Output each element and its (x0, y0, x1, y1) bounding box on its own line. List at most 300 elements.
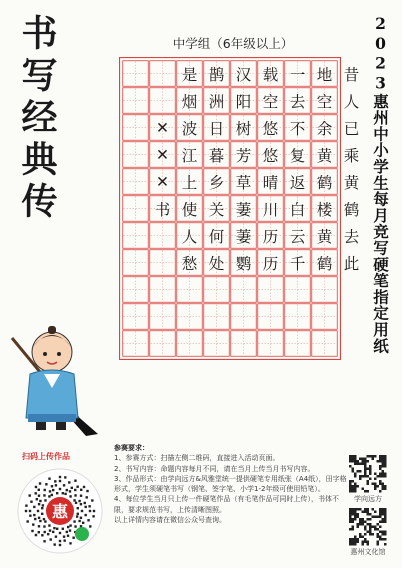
qr-module (357, 470, 360, 473)
grid-character: 载 (262, 65, 279, 84)
qr-module (369, 473, 372, 476)
qr-module (354, 511, 357, 514)
qr-module (89, 510, 91, 512)
qr-module (382, 475, 385, 478)
qr-module (372, 455, 375, 458)
qr-module (37, 510, 39, 512)
qr-module (382, 483, 385, 486)
qr-module (354, 473, 357, 476)
qr-module (364, 538, 367, 541)
qr-module (63, 484, 65, 486)
qr-module (38, 503, 40, 505)
qr-module (354, 538, 357, 541)
qr-module (35, 492, 37, 494)
entry-requirements (114, 443, 348, 525)
grid-character: 余 (316, 119, 333, 138)
qr-module (382, 470, 385, 473)
qr-module (50, 538, 52, 540)
grid-character: 晴 (262, 173, 279, 192)
qr-module (66, 531, 68, 533)
qr-module (29, 514, 31, 516)
qr-module (379, 526, 382, 529)
qr-module (69, 490, 71, 492)
grid-character: 空 (316, 92, 333, 111)
qr-module (47, 533, 49, 535)
qr-module (359, 523, 362, 526)
qr-module (379, 508, 382, 511)
qr-module (369, 455, 372, 458)
scholar-illustration (8, 318, 116, 436)
qr-module (59, 532, 61, 534)
qr-module (352, 468, 355, 471)
qr-module (89, 525, 91, 527)
qr-module (379, 475, 382, 478)
qr-module (364, 470, 367, 473)
qr-module (87, 519, 89, 521)
qr-module (382, 531, 385, 534)
qr-module (382, 521, 385, 524)
qr-module (367, 541, 370, 544)
qr-module (377, 528, 380, 531)
qr-module (382, 538, 385, 541)
qr-module (43, 540, 45, 542)
qr-module (349, 455, 352, 458)
qr-module (382, 533, 385, 536)
grid-character: 鹊 (208, 65, 225, 84)
qr-module (374, 528, 377, 531)
qr-logo-char: 惠 (51, 502, 69, 521)
qr-module (74, 489, 76, 491)
qr-module (354, 508, 357, 511)
grid-character: 此 (343, 254, 360, 273)
qr-module (44, 499, 46, 501)
notes-item: 1、参赛方式：扫描左侧二维码，直接进入活动页面。 (114, 454, 280, 463)
main-title: 书写经典传 (16, 14, 58, 224)
qr-module (379, 460, 382, 463)
qr-module (354, 460, 357, 463)
qr-module (38, 489, 40, 491)
qr-module (384, 463, 387, 466)
qr-module (51, 494, 53, 496)
qr-module (367, 531, 370, 534)
qr-module (53, 527, 55, 529)
grid-character: 空 (262, 92, 279, 111)
qr-module (59, 544, 61, 546)
qr-module (384, 465, 387, 468)
qr-module (369, 523, 372, 526)
qr-module (377, 536, 380, 539)
qr-module (352, 490, 355, 493)
qr-module (29, 494, 31, 496)
qr-module (372, 526, 375, 529)
qr-module (74, 494, 76, 496)
qr-module (352, 485, 355, 488)
qr-module (352, 521, 355, 524)
qr-module (384, 543, 387, 546)
qr-module (364, 475, 367, 478)
qr-module (352, 541, 355, 544)
notes-item: 3、作品形式：由学向远方&风雅堂统一提供硬笔专用纸张（A4纸），田字格形式，学生须硬笔书写（钢笔、签字笔、小学1-2年级可使用铅笔）。 (114, 474, 347, 494)
grid-character: 悠 (262, 119, 279, 138)
grid-character: 暮 (208, 146, 225, 165)
qr-module (352, 526, 355, 529)
qr-module (78, 500, 80, 502)
qr-module (362, 511, 365, 514)
qr-module (367, 483, 370, 486)
qr-module (382, 518, 385, 521)
qr-module (349, 485, 352, 488)
qr-module (367, 523, 370, 526)
grid-character: 洲 (208, 92, 225, 111)
qr-module (349, 490, 352, 493)
qr-module (379, 536, 382, 539)
grid-character: 鹤 (316, 173, 333, 192)
qr-module (45, 483, 47, 485)
qr-module (364, 521, 367, 524)
qr-module (80, 503, 82, 505)
qr-module (354, 488, 357, 491)
qr-module (367, 460, 370, 463)
grid-character: 关 (208, 200, 225, 219)
qr-module (379, 490, 382, 493)
qr-module (357, 541, 360, 544)
qr-module (82, 522, 84, 524)
qr-module (83, 486, 85, 488)
qr-module (382, 465, 385, 468)
qr-module (63, 539, 65, 541)
grid-character: ✕ (156, 118, 169, 137)
qr-module (364, 511, 367, 514)
grid-character: 一 (289, 65, 306, 84)
qr-module (372, 533, 375, 536)
qr-module (354, 455, 357, 458)
grid-character: 鹤 (316, 254, 333, 273)
qr-module (34, 518, 36, 520)
qr-module (80, 495, 82, 497)
qr-module (354, 536, 357, 539)
qr-module (349, 483, 352, 486)
notes-item: 以上详情内容请在微信公众号查询。 (114, 516, 226, 525)
qr-module (377, 543, 380, 546)
qr-module (69, 542, 71, 544)
qr-module (359, 508, 362, 511)
qr-module (382, 473, 385, 476)
qr-module (374, 516, 377, 519)
grid-character: 芳 (235, 146, 252, 165)
grid-character: 乘 (343, 146, 360, 165)
grid-character: 千 (289, 254, 306, 273)
notes-item: 4、每位学生当月只上传一件硬笔作品（有毛笔作品可同时上传），书体不限，要求规范书写，上传清晰图照。 (114, 495, 339, 514)
notes-heading: 参赛要求： (114, 444, 149, 452)
qr-module (364, 460, 367, 463)
qr-module (30, 501, 32, 503)
grid-character: 处 (208, 254, 225, 273)
qr-module (362, 458, 365, 461)
qr-module (367, 475, 370, 478)
qr-module (372, 458, 375, 461)
qr-module (362, 521, 365, 524)
qr-module (59, 476, 61, 478)
grid-character: 乡 (208, 173, 225, 192)
qr-module (384, 458, 387, 461)
qr-module (362, 460, 365, 463)
qr-module (372, 483, 375, 486)
qr-module (62, 492, 64, 494)
qr-module (364, 458, 367, 461)
qr-code-culture-center[interactable] (349, 508, 387, 546)
qr-module (75, 502, 77, 504)
grid-character: 悠 (262, 146, 279, 165)
qr-module (354, 483, 357, 486)
qr-module (384, 518, 387, 521)
side-title: 2023惠州中小学生每月竞写硬笔指定用纸 (371, 14, 390, 354)
qr-module (357, 523, 360, 526)
grid-character: 历 (262, 254, 279, 273)
scholar-figure (26, 326, 78, 430)
grid-character: 不 (289, 119, 306, 138)
qr-module (377, 485, 380, 488)
qr-module (38, 525, 40, 527)
qr-module (359, 521, 362, 524)
qr-module (377, 516, 380, 519)
qr-module (362, 541, 365, 544)
qr-module (359, 475, 362, 478)
qr-module (354, 518, 357, 521)
qr-module (384, 508, 387, 511)
qr-module (349, 465, 352, 468)
qr-module (367, 468, 370, 471)
qr-module (352, 513, 355, 516)
qr-module (77, 507, 79, 509)
qr-module (349, 516, 352, 519)
grid-character: 汉 (235, 65, 252, 84)
grid-character: 复 (289, 146, 306, 165)
grid-character: ✕ (156, 145, 169, 164)
qr-module (372, 508, 375, 511)
qr-module (59, 480, 61, 482)
qr-module (352, 543, 355, 546)
qr-module (67, 526, 69, 528)
qr-module (382, 455, 385, 458)
qr-module (349, 521, 352, 524)
qr-module (379, 521, 382, 524)
qr-module (382, 460, 385, 463)
qr-module (51, 485, 53, 487)
qr-module (362, 523, 365, 526)
qr-module (384, 475, 387, 478)
qr-module (39, 482, 41, 484)
qr-module (29, 510, 31, 512)
qr-module (364, 465, 367, 468)
qr-module (352, 455, 355, 458)
qr-module (382, 458, 385, 461)
qr-module (352, 488, 355, 491)
grid-character: 草 (235, 173, 252, 192)
qr-module (364, 508, 367, 511)
qr-module (352, 518, 355, 521)
qr-module (354, 541, 357, 544)
qr-module (379, 511, 382, 514)
grid-character: 书 (154, 200, 171, 219)
qr-module (362, 518, 365, 521)
qr-module (359, 536, 362, 539)
qr-module (48, 524, 50, 526)
qr-module (382, 513, 385, 516)
qr-module (88, 505, 90, 507)
qr-module (379, 468, 382, 471)
qr-module (379, 480, 382, 483)
qr-module (52, 531, 54, 533)
qr-module (26, 520, 28, 522)
qr-module (53, 543, 55, 545)
qr-module (352, 470, 355, 473)
grid-character: ✕ (156, 172, 169, 191)
qr-module (377, 475, 380, 478)
qr-module (382, 485, 385, 488)
qr-module (367, 508, 370, 511)
qr-module (354, 516, 357, 519)
qr-module (364, 528, 367, 531)
grid-character: 云 (289, 227, 306, 246)
qr-module (76, 486, 78, 488)
grid-character: 楼 (316, 200, 333, 219)
qr-module (349, 538, 352, 541)
grid-character: 何 (208, 227, 225, 246)
qr-module (41, 513, 43, 515)
qr-module (374, 526, 377, 529)
qr-module (369, 513, 372, 516)
qr-module (369, 526, 372, 529)
grid-character: 黄 (316, 227, 333, 246)
grid-character: 人 (181, 227, 198, 246)
qr-module (349, 543, 352, 546)
qr-module (73, 499, 75, 501)
qr-module (357, 526, 360, 529)
qr-module (374, 485, 377, 488)
qr-module (377, 460, 380, 463)
qr-module (352, 511, 355, 514)
grid-character: 是 (181, 65, 198, 84)
qr-module (80, 489, 82, 491)
qr-module (377, 523, 380, 526)
qr-module (54, 480, 56, 482)
qr-module (39, 520, 41, 522)
qr-module (86, 496, 88, 498)
qr-module (76, 515, 78, 517)
qr-module (93, 510, 95, 512)
qr-module (349, 511, 352, 514)
qr-module (364, 463, 367, 466)
upload-qr-code[interactable] (16, 466, 104, 556)
grid-character: 上 (181, 173, 198, 192)
qr-module (77, 513, 79, 515)
qr-module (384, 455, 387, 458)
qr-caption-xuexiang: 学向远方 (354, 495, 382, 503)
qr-module (354, 463, 357, 466)
qr-module (62, 528, 64, 530)
qr-module (379, 516, 382, 519)
qr-module (48, 495, 50, 497)
grid-character: 已 (343, 119, 360, 138)
qr-module (352, 528, 355, 531)
qr-module (69, 524, 71, 526)
qr-module (41, 534, 43, 536)
qr-module (379, 465, 382, 468)
qr-module (357, 516, 360, 519)
qr-module (379, 538, 382, 541)
qr-module (362, 475, 365, 478)
qr-module (364, 526, 367, 529)
scan-upload-label: 扫码上传作品 (22, 452, 70, 461)
qr-module (359, 470, 362, 473)
qr-module (379, 531, 382, 534)
qr-module (349, 488, 352, 491)
qr-module (369, 518, 372, 521)
qr-module (349, 458, 352, 461)
qr-module (35, 486, 37, 488)
qr-module (39, 500, 41, 502)
grid-character: 鹦 (235, 254, 252, 273)
qr-module (354, 543, 357, 546)
grid-character: 去 (289, 92, 306, 111)
qr-module (382, 511, 385, 514)
qr-code-xuexiang[interactable] (349, 455, 387, 493)
qr-module (55, 535, 57, 537)
qr-module (384, 513, 387, 516)
grid-character: 去 (343, 227, 360, 246)
grid-character: 日 (208, 119, 225, 138)
grid-character: 使 (181, 200, 198, 219)
qr-module (377, 533, 380, 536)
qr-module (379, 483, 382, 486)
grid-character: 愁 (181, 254, 198, 273)
qr-module (384, 488, 387, 491)
qr-module (349, 513, 352, 516)
qr-module (372, 516, 375, 519)
qr-module (84, 514, 86, 516)
qr-module (59, 540, 61, 542)
qr-module (374, 511, 377, 514)
qr-module (68, 481, 70, 483)
qr-module (374, 455, 377, 458)
qr-module (84, 506, 86, 508)
notes-item: 2、书写内容：命题内容每月不同，请在当月上传当月书写内容。 (114, 464, 315, 473)
qr-module (374, 478, 377, 481)
qr-module (64, 493, 66, 495)
qr-module (384, 473, 387, 476)
qr-module (374, 483, 377, 486)
qr-module (43, 525, 45, 527)
qr-module (72, 537, 74, 539)
qr-module (31, 530, 33, 532)
qr-module (384, 485, 387, 488)
qr-module (384, 538, 387, 541)
qr-module (349, 480, 352, 483)
qr-module (349, 508, 352, 511)
qr-module (352, 460, 355, 463)
qr-module (80, 517, 82, 519)
qr-module (382, 488, 385, 491)
qr-module (56, 528, 58, 530)
qr-module (379, 513, 382, 516)
qr-module (25, 510, 27, 512)
qr-module (36, 498, 38, 500)
qr-module (38, 517, 40, 519)
qr-module (84, 502, 86, 504)
grid-character: 波 (181, 119, 198, 138)
qr-module (354, 513, 357, 516)
qr-module (55, 484, 57, 486)
